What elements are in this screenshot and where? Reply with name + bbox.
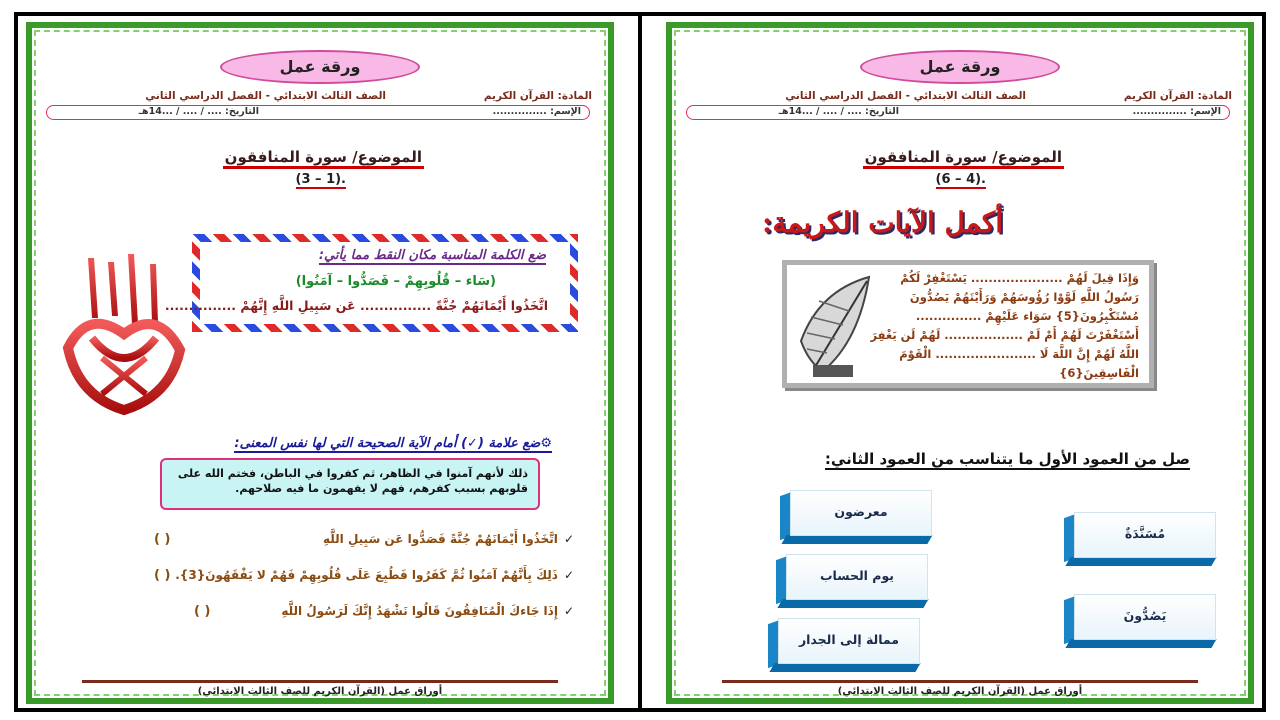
verse-line: رَسُولُ اللَّهِ لَوَّوْا رُؤُوسَهُمْ وَرَأَيْتَهُمْ يَصُدُّونَ	[909, 290, 1139, 304]
choice-item-3[interactable]: ✓إِذَا جَاءكَ الْمُنَافِقُونَ قَالُوا نَشْهَدُ إِنَّكَ لَرَسُولُ اللَّهِ	[281, 604, 574, 618]
word-bank: (سَاء – قُلُوبِهِمْ – فَصَدُّوا – آمَنُوا)	[295, 274, 496, 289]
page-divider	[638, 12, 642, 712]
subject-label: المادة: القرآن الكريم	[1123, 90, 1232, 102]
verse-range: .(4 – 6)	[935, 172, 986, 187]
match-card-right-2[interactable]: يَصُدُّونَ	[1074, 594, 1216, 640]
date-field[interactable]: التاريخ: .... / .... / ...14هـ	[778, 106, 899, 117]
verse-line: الْفَاسِقِينَ{6}	[1059, 366, 1139, 380]
footer-rule	[82, 680, 558, 683]
match-card-right-1[interactable]: مُسَنَّدَةٌ	[1074, 512, 1216, 558]
calligraphy-emblem	[58, 238, 188, 418]
verse-range: .(1 – 3)	[295, 172, 346, 187]
date-field[interactable]: التاريخ: .... / .... / ...14هـ	[138, 106, 259, 117]
topic-title: الموضوع/ سورة المنافقون	[223, 148, 424, 169]
match-card-left-3[interactable]: ممالة إلى الجدار	[778, 618, 920, 664]
check-mark-icon: ✓	[563, 532, 574, 546]
verse-completion-box	[782, 260, 1154, 388]
answer-blank-1[interactable]: ( )	[154, 532, 171, 547]
name-field[interactable]: الإسم: ...............	[1132, 106, 1221, 117]
fill-blank-verse[interactable]: اتَّخَذُوا أَيْمَانَهُمْ جُنَّةً ............... عَن سَبِيلِ اللَّهِ إِنَّهُمْ ...............	[164, 298, 548, 313]
student-info-box	[686, 105, 1230, 120]
worksheet-title: ورقة عمل	[860, 50, 1060, 84]
match-card-left-2[interactable]: يوم الحساب	[786, 554, 928, 600]
name-field[interactable]: الإسم: ...............	[492, 106, 581, 117]
quill-feather-icon	[789, 271, 881, 381]
check-mark-icon: ✓	[563, 568, 574, 582]
meaning-box: ذلك لأنهم آمنوا في الظاهر، ثم كفروا في الباطن، فختم الله على قلوبهم بسبب كفرهم، فهم لا يفهمون ما فيه صلاحهم.	[160, 458, 540, 510]
matching-instruction: صل من العمود الأول ما يتناسب من العمود الثاني:	[824, 450, 1190, 468]
verse-line[interactable]: اللَّهُ لَهُمْ إِنَّ اللَّهَ لَا ....................... الْقَوْمَ	[899, 347, 1139, 361]
subject-label: المادة: القرآن الكريم	[483, 90, 592, 102]
match-card-left-1[interactable]: معرضون	[790, 490, 932, 536]
calligraphy-text: الله جل جلاله	[120, 304, 126, 305]
grade-term-label: الصف الثالث الابتدائي - الفصل الدراسي الثاني	[145, 90, 386, 102]
question-icon: ⚙	[540, 436, 552, 451]
check-mark-icon: ✓	[563, 604, 574, 618]
answer-blank-3[interactable]: ( )	[194, 604, 211, 619]
verse-line[interactable]: وَإِذَا قِيلَ لَهُمْ ..................... يَسْتَغْفِرْ لَكُمْ	[900, 271, 1139, 285]
verse-line[interactable]: أَسْتَغْفَرْتَ لَهُمْ أَمْ لَمْ .................. لَهُمْ لَن يَغْفِرَ	[870, 328, 1139, 342]
choice-item-1[interactable]: ✓اتَّخَذُوا أَيْمَانَهُمْ جُنَّةً فَصَدُّوا عَن سَبِيلِ اللَّهِ	[322, 532, 574, 546]
worksheet-page-left	[26, 22, 614, 704]
fill-blank-card	[164, 234, 578, 332]
topic-title: الموضوع/ سورة المنافقون	[863, 148, 1064, 169]
grade-term-label: الصف الثالث الابتدائي - الفصل الدراسي الثاني	[785, 90, 1026, 102]
complete-verses-title: أكمل الآيات الكريمة:	[762, 206, 1003, 239]
student-info-box	[46, 105, 590, 120]
fill-blank-instruction: ضع الكلمة المناسبة مكان النقط مما يأتي:	[318, 248, 546, 263]
check-instruction: ⚙ضع علامة (✓) أمام الآية الصحيحة التي لها نفس المعنى:	[234, 436, 552, 451]
footer-rule	[722, 680, 1198, 683]
choice-item-2[interactable]: ✓ذَلِكَ بِأَنَّهُمْ آمَنُوا ثُمَّ كَفَرُوا فَطُبِعَ عَلَى قُلُوبِهِمْ فَهُمْ لا يَفْقَهُونَ{3}.	[175, 568, 574, 582]
footer-text: أوراق عمل (القرآن الكريم للصف الثالث الابتدائي)	[197, 686, 443, 697]
worksheet-page-right	[666, 22, 1254, 704]
footer-text: أوراق عمل (القرآن الكريم للصف الثالث الابتدائي)	[837, 686, 1083, 697]
verse-line[interactable]: مُسْتَكْبِرُونَ{5} سَوَاء عَلَيْهِمْ ...............	[915, 309, 1139, 323]
answer-blank-2[interactable]: ( )	[154, 568, 171, 583]
worksheet-title: ورقة عمل	[220, 50, 420, 84]
